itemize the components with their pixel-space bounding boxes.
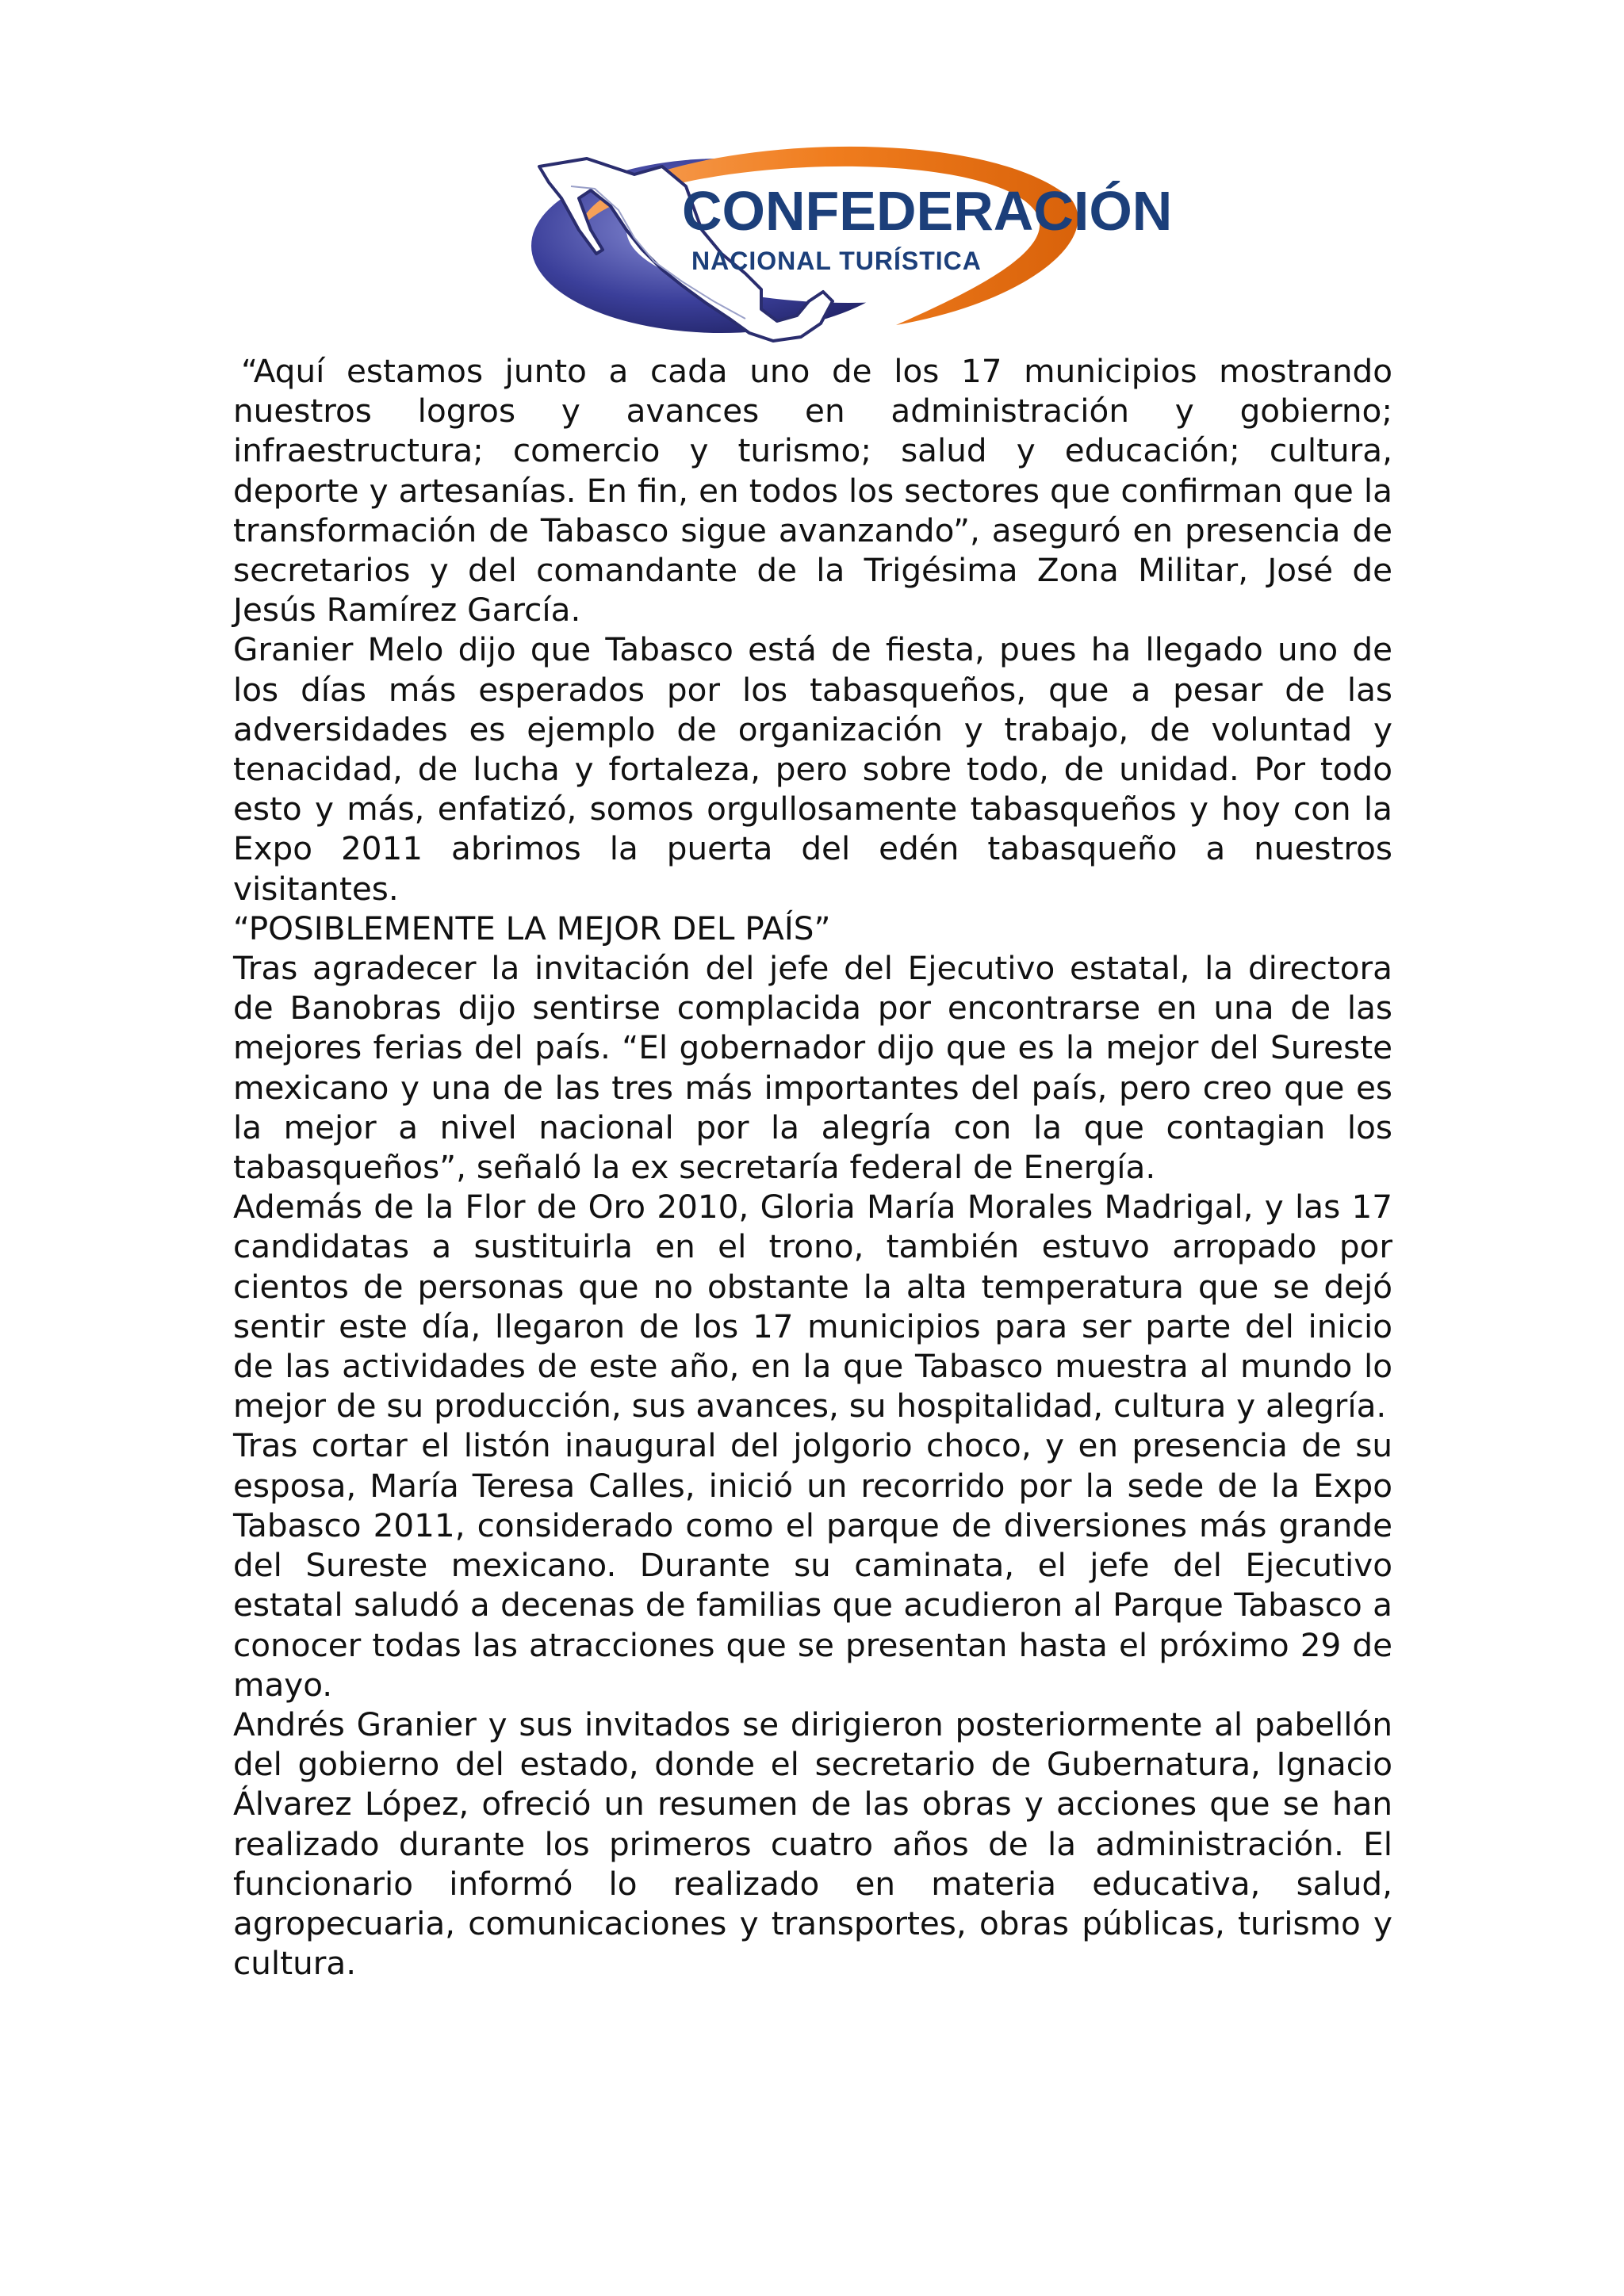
logo-subtitle: NACIONAL TURÍSTICA: [691, 247, 982, 275]
paragraph: Tras cortar el listón inaugural del jolgorio choco, y en presencia de su esposa, María Teresa Calles, inició un recorrido por la sede de la Expo Tabasco 2011, considerado como el parque de diversiones más grande del Sureste mexicano. Durante su caminata, el jefe del Ejecutivo estatal saludó a decenas de familias que acudieron al Parque Tabasco a conocer todas las atracciones que se presentan hasta el próximo 29 de mayo.: [233, 1426, 1392, 1704]
logo-title: CONFEDERACIÓN: [682, 180, 1173, 242]
paragraph: Granier Melo dijo que Tabasco está de fiesta, pues ha llegado uno de los días más esperados por los tabasqueños, que a pesar de las adversidades es ejemplo de organización y trabajo, de voluntad y tenacidad, de lucha y fortaleza, pero sobre todo, de unidad. Por todo esto y más, enfatizó, somos orgullosamente tabasqueños y hoy con la Expo 2011 abrimos la puerta del edén tabasqueño a nuestros visitantes.: [233, 630, 1392, 908]
article-body: [233, 351, 1392, 1983]
confederacion-logo: [523, 111, 1173, 349]
paragraph: Andrés Granier y sus invitados se dirigieron posteriormente al pabellón del gobierno del estado, donde el secretario de Gubernatura, Ignacio Álvarez López, ofreció un resumen de las obras y acciones que se han realizado durante los primeros cuatro años de la administración. El funcionario informó lo realizado en materia educativa, salud, agropecuaria, comunicaciones y transportes, obras públicas, turismo y cultura.: [233, 1705, 1392, 1983]
paragraph: Tras agradecer la invitación del jefe del Ejecutivo estatal, la directora de Banobras dijo sentirse complacida por encontrarse en una de las mejores ferias del país. “El gobernador dijo que es la mejor del Sureste mexicano y una de las tres más importantes del país, pero creo que es la mejor a nivel nacional por la alegría con la que contagian los tabasqueños”, señaló la ex secretaría federal de Energía.: [233, 949, 1392, 1187]
paragraph: Además de la Flor de Oro 2010, Gloria María Morales Madrigal, y las 17 candidatas a sustituirla en el trono, también estuvo arropado por cientos de personas que no obstante la alta temperatura que se dejó sentir este día, llegaron de los 17 municipios para ser parte del inicio de las actividades de este año, en la que Tabasco muestra al mundo lo mejor de su producción, sus avances, su hospitalidad, cultura y alegría.: [233, 1188, 1392, 1425]
paragraph: “Aquí estamos junto a cada uno de los 17 municipios mostrando nuestros logros y avances en administración y gobierno; infraestructura; comercio y turismo; salud y educación; cultura, deporte y artesanías. En fin, en todos los sectores que confirman que la transformación de Tabasco sigue avanzando”, aseguró en presencia de secretarios y del comandante de la Trigésima Zona Militar, José de Jesús Ramírez García.: [233, 352, 1392, 629]
logo-graphic: [523, 111, 1173, 349]
section-heading: “POSIBLEMENTE LA MEJOR DEL PAÍS”: [233, 909, 831, 947]
